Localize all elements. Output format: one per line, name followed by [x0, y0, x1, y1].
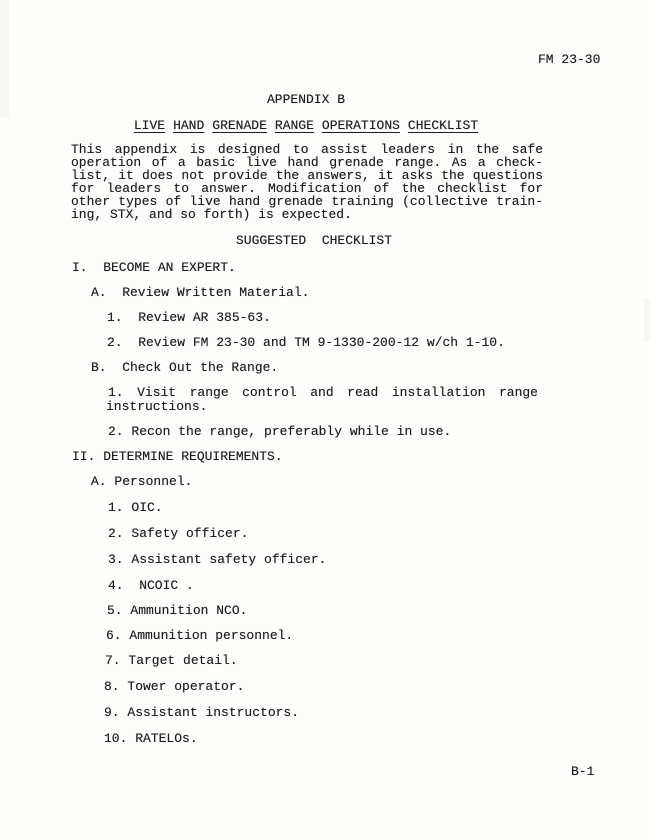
- checklist-line-number: 2. Review FM 23-30 and TM 9-1330-200-12 w/ch 1-10.: [107, 335, 505, 350]
- intro-paragraph-line: other types of live hand grenade training (collective train-: [71, 194, 543, 209]
- appendix-heading: APPENDIX B: [266, 92, 345, 107]
- checklist-line-letter: B. Check Out the Range.: [91, 360, 279, 375]
- checklist-line-number: 2. Recon the range, preferably while in use.: [108, 424, 452, 439]
- title-word: GRENADE: [212, 118, 267, 133]
- intro-paragraph-line: ing, STX, and so forth) is expected.: [71, 207, 352, 222]
- checklist-line-number: 5. Ammunition NCO.: [107, 603, 248, 618]
- checklist-line-number: 1. Review AR 385-63.: [107, 310, 271, 325]
- checklist-line-number: 1. OIC.: [108, 500, 163, 515]
- checklist-line-number: 7. Target detail.: [105, 653, 238, 668]
- intro-paragraph-line: list, it does not provide the answers, it asks the questions: [71, 168, 543, 183]
- page-number: B-1: [571, 764, 595, 779]
- doc-reference: FM 23-30: [538, 52, 601, 67]
- checklist-line-number: 10. RATELOs.: [104, 731, 198, 746]
- checklist-line-number: 3. Assistant safety officer.: [108, 552, 327, 567]
- title-word: LIVE: [133, 118, 166, 133]
- scan-artifact: [644, 298, 650, 342]
- checklist-line-number: 2. Safety officer.: [108, 526, 249, 541]
- checklist-line-letter: A. Personnel.: [91, 474, 193, 489]
- checklist-line-number: 8. Tower operator.: [104, 679, 245, 694]
- title-word: CHECKLIST: [407, 118, 479, 133]
- checklist-line-number: 6. Ammunition personnel.: [106, 628, 294, 643]
- title-word: RANGE: [274, 118, 314, 133]
- checklist-line-wrap: instructions.: [106, 399, 208, 414]
- checklist-line-letter: A. Review Written Material.: [91, 285, 310, 300]
- intro-paragraph-line: operation of a basic live hand grenade range. As a check-: [71, 155, 543, 170]
- section-heading: SUGGESTED CHECKLIST: [236, 233, 393, 248]
- title-word: OPERATIONS: [321, 118, 400, 133]
- checklist-line-roman: II. DETERMINE REQUIREMENTS.: [72, 449, 283, 464]
- checklist-line-number: 1. Visit range control and read installation range: [108, 385, 538, 400]
- checklist-line-number: 9. Assistant instructors.: [104, 705, 300, 720]
- intro-paragraph-line: This appendix is designed to assist leaders in the safe: [71, 142, 543, 157]
- checklist-line-number: 4. NCOIC .: [108, 578, 194, 593]
- title-word: HAND: [173, 118, 205, 133]
- intro-paragraph-line: for leaders to answer. Modification of the checklist for: [71, 181, 543, 196]
- document-title: [0, 119, 612, 132]
- checklist-line-roman: I. BECOME AN EXPERT.: [72, 260, 236, 275]
